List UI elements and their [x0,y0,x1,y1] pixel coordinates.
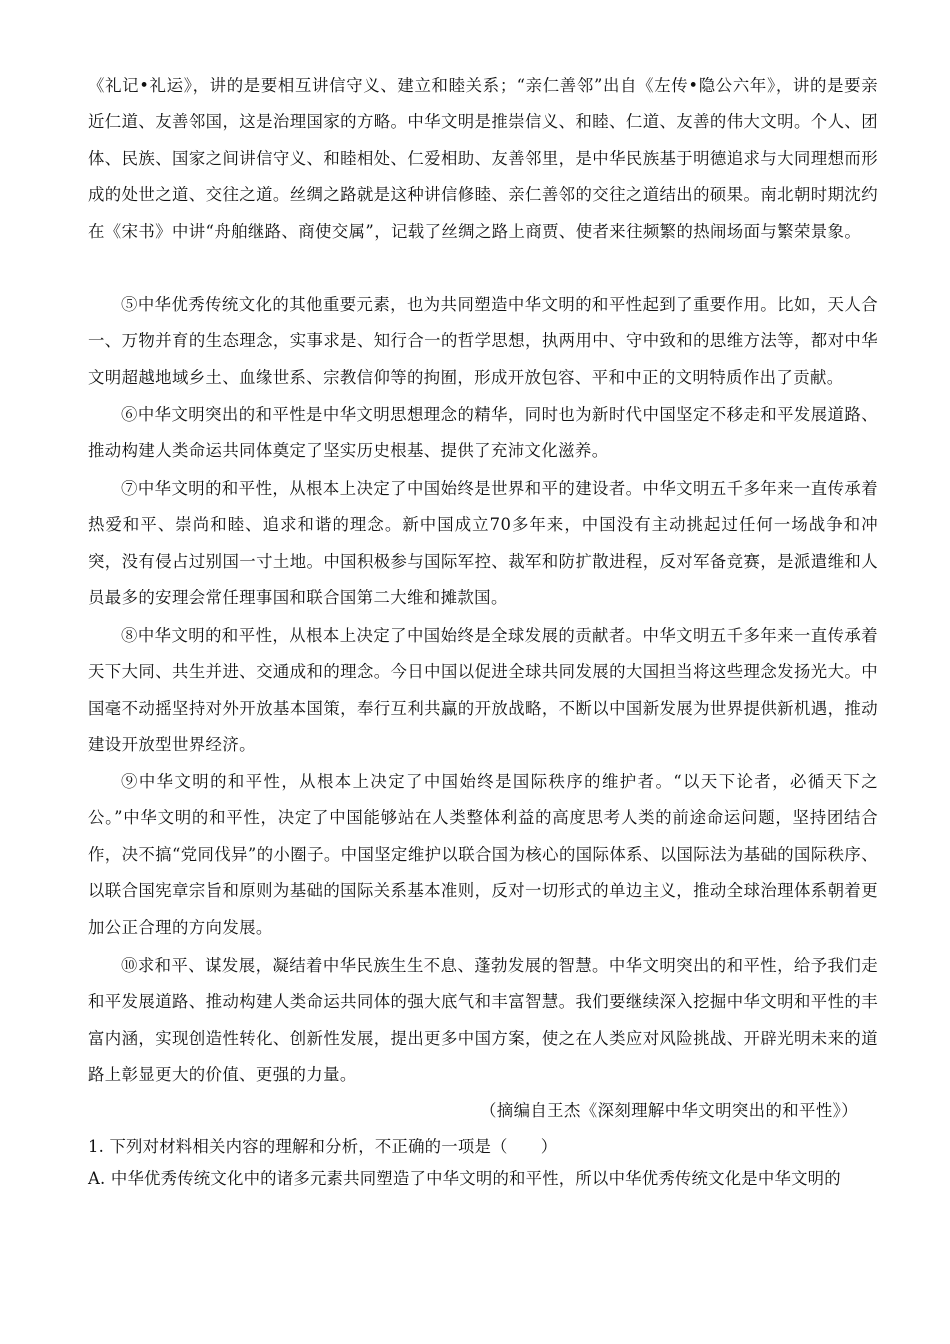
paragraph-5: ⑤中华优秀传统文化的其他重要元素，也为共同塑造中华文明的和平性起到了重要作用。比如，天人合一、万物并育的生态理念，实事求是、知行合一的哲学思想，执两用中、守中致和的思维方法等，都对中华文明超越地域乡土、血缘世系、宗教信仰等的拘囿，形成开放包容、平和中正的文明特质作出了贡献。 [88,295,878,387]
question-stem: 1. 下列对材料相关内容的理解和分析，不正确的一项是（ ） [88,1137,558,1156]
paragraph-6: ⑥中华文明突出的和平性是中华文明思想理念的精华，同时也为新时代中国坚定不移走和平发展道路、推动构建人类命运共同体奠定了坚实历史根基、提供了充沛文化滋养。 [88,405,878,461]
paragraph-10: ⑩求和平、谋发展，凝结着中华民族生生不息、蓬勃发展的智慧。中华文明突出的和平性，给予我们走和平发展道路、推动构建人类命运共同体的强大底气和丰富智慧。我们要继续深入挖掘中华文明和平性的丰富内涵，实现创造性转化、创新性发展，提出更多中国方案，使之在人类应对风险挑战、开辟光明未来的道路上彰显更大的价值、更强的力量。 [88,956,878,1085]
paragraph-7: ⑦中华文明的和平性，从根本上决定了中国始终是世界和平的建设者。中华文明五千多年来一直传承着热爱和平、崇尚和睦、追求和谐的理念。新中国成立70多年来，中国没有主动挑起过任何一场战争和冲突，没有侵占过别国一寸土地。中国积极参与国际军控、裁军和防扩散进程，反对军备竞赛，是派遣维和人员最多的安理会常任理事国和联合国第二大维和摊款国。 [88,479,878,608]
paragraph-9: ⑨中华文明的和平性，从根本上决定了中国始终是国际秩序的维护者。“以天下论者，必循天下之公。”中华文明的和平性，决定了中国能够站在人类整体利益的高度思考人类的前途命运问题，坚持团结合作，决不搞“党同伐异”的小圈子。中国坚定维护以联合国为核心的国际体系、以国际法为基础的国际秩序、以联合国宪章宗旨和原则为基础的国际关系基本准则，反对一切形式的单边主义，推动全球治理体系朝着更加公正合理的方向发展。 [88,772,878,937]
paragraph-8: ⑧中华文明的和平性，从根本上决定了中国始终是全球发展的贡献者。中华文明五千多年来一直传承着天下大同、共生并进、交通成和的理念。今日中国以促进全球共同发展的大国担当将这些理念发扬光大。中国毫不动摇坚持对外开放基本国策，奉行互利共赢的开放战略，不断以中国新发展为世界提供新机遇，推动建设开放型世界经济。 [88,626,878,755]
source-citation: （摘编自王杰《深刻理解中华文明突出的和平性》） [480,1101,858,1120]
question-option-a: A. 中华优秀传统文化中的诸多元素共同塑造了中华文明的和平性，所以中华优秀传统文化是中华文明的 [88,1169,841,1188]
paragraph-4-continued: 《礼记•礼运》，讲的是要相互讲信守义、建立和睦关系；“亲仁善邻”出自《左传•隐公六年》，讲的是要亲近仁道、友善邻国，这是治理国家的方略。中华文明是推崇信义、和睦、仁道、友善的伟大文明。个人、团体、民族、国家之间讲信守义、和睦相处、仁爱相助、友善邻里，是中华民族基于明德追求与大同理想而形成的处世之道、交往之道。丝绸之路就是这种讲信修睦、亲仁善邻的交往之道结出的硕果。南北朝时期沈约在《宋书》中讲“舟舶继路、商使交属”，记载了丝绸之路上商贾、使者来往频繁的热闹场面与繁荣景象。 [88,76,878,241]
